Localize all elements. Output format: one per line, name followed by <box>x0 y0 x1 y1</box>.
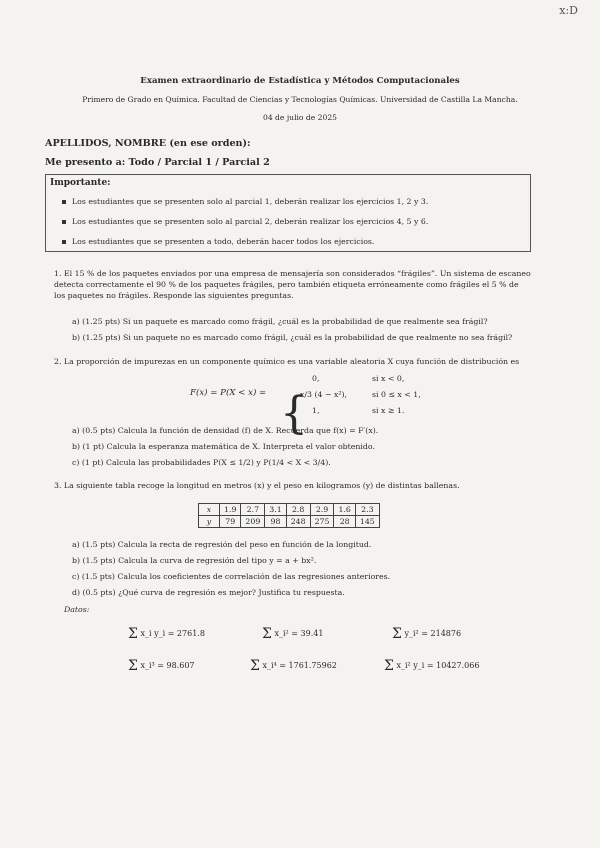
important-item: Los estudiantes que se presenten a todo, deberán hacer todos los ejercicios. <box>62 237 374 246</box>
sigma-icon: Σ <box>262 626 272 642</box>
bullet-icon <box>62 200 66 204</box>
question-3c: c) (1.5 pts) Calcula los coeficientes de correlación de las regresiones anteriores. <box>72 572 391 581</box>
sigma-icon: Σ <box>392 626 402 642</box>
table-cell: 1.6 <box>334 504 355 516</box>
sum-x3: Σ x_i³ = 98.607 <box>128 658 195 674</box>
sigma-icon: Σ <box>250 658 260 674</box>
whale-data-table <box>198 503 380 528</box>
table-cell: 145 <box>355 516 379 528</box>
data-label: Datos: <box>64 605 90 614</box>
question-1a: a) (1.25 pts) Si un paquete es marcado como frágil, ¿cuál es la probabilidad de que realmente sea frágil? <box>72 317 488 326</box>
question-2a: a) (0.5 pts) Calcula la función de densidad (f) de X. Recuerda que f(x) = F′(x). <box>72 426 379 435</box>
question-3a: a) (1.5 pts) Calcula la recta de regresión del peso en función de la longitud. <box>72 540 372 549</box>
table-cell: 2.9 <box>310 504 334 516</box>
important-label: Importante: <box>50 178 111 188</box>
cases-brace: { <box>280 388 308 439</box>
case-value: 0, <box>312 374 320 383</box>
question-2b: b) (1 pt) Calcula la esperanza matemática de X. Interpreta el valor obtenido. <box>72 442 375 451</box>
bullet-icon <box>62 220 66 224</box>
table-cell: 2.7 <box>241 504 265 516</box>
sum-xy: Σ x_i y_i = 2761.8 <box>128 626 205 642</box>
exam-title: Examen extraordinario de Estadística y Métodos Computacionales <box>140 76 460 86</box>
case-condition: si x < 0, <box>372 374 405 383</box>
question-2-text: 2. La proporción de impurezas en un componente químico es una variable aleatoria X cuya función de distribución es <box>54 357 520 366</box>
names-label: APELLIDOS, NOMBRE (en ese orden): <box>45 138 251 149</box>
table-cell: 98 <box>265 516 286 528</box>
table-cell: x <box>199 504 220 516</box>
sigma-icon: Σ <box>384 658 394 674</box>
table-cell: 2.8 <box>286 504 310 516</box>
important-item: Los estudiantes que se presenten solo al parcial 1, deberán realizar los ejercicios 1, 2 y 3. <box>62 197 428 206</box>
sum-x2: Σ x_i² = 39.41 <box>262 626 324 642</box>
distribution-formula: F(x) = P(X < x) = <box>190 388 267 398</box>
corner-mark: x:D <box>559 4 578 17</box>
case-value: x/3 (4 − x²), <box>300 390 347 399</box>
case-condition: si x ≥ 1. <box>372 406 405 415</box>
table-cell: 28 <box>334 516 355 528</box>
table-cell: y <box>199 516 220 528</box>
table-cell: 79 <box>220 516 241 528</box>
table-cell: 248 <box>286 516 310 528</box>
question-1-text: 1. El 15 % de los paquetes enviados por una empresa de mensajería son considerados “frágiles”. Un sistema de escaneo detecta correctamente el 90 % de los paquetes frágiles, pero también etiqueta erróneamente como frágiles el 5 % de los paquetes no frágiles. Responde las siguientes preguntas. <box>54 269 531 300</box>
table-cell: 209 <box>241 516 265 528</box>
question-3-text: 3. La siguiente tabla recoge la longitud en metros (x) y el peso en kilogramos (y) de distintas ballenas. <box>54 481 460 490</box>
case-condition: si 0 ≤ x < 1, <box>372 390 421 399</box>
question-3d: d) (0.5 pts) ¿Qué curva de regresión es mejor? Justifica tu respuesta. <box>72 588 345 597</box>
important-box <box>45 174 531 252</box>
sigma-icon: Σ <box>128 626 138 642</box>
important-item: Los estudiantes que se presenten solo al parcial 2, deberán realizar los ejercicios 4, 5 y 6. <box>62 217 428 226</box>
sum-x4: Σ x_i⁴ = 1761.75962 <box>250 658 337 674</box>
table-row <box>199 504 380 516</box>
attend-label: Me presento a: Todo / Parcial 1 / Parcial 2 <box>45 157 270 168</box>
sum-x2y: Σ x_i² y_i = 10427.066 <box>384 658 480 674</box>
table-cell: 3.1 <box>265 504 286 516</box>
table-row <box>199 516 380 528</box>
sum-y2: Σ y_i² = 214876 <box>392 626 462 642</box>
table-cell: 1.9 <box>220 504 241 516</box>
question-3b: b) (1.5 pts) Calcula la curva de regresión del tipo y = a + bx². <box>72 556 317 565</box>
case-value: 1, <box>312 406 320 415</box>
bullet-icon <box>62 240 66 244</box>
table-cell: 2.3 <box>355 504 379 516</box>
question-1b: b) (1.25 pts) Si un paquete no es marcado como frágil, ¿cuál es la probabilidad de que realmente no sea frágil? <box>72 333 513 342</box>
table-cell: 275 <box>310 516 334 528</box>
exam-subtitle: Primero de Grado en Química. Facultad de Ciencias y Tecnologías Químicas. Universidad de Castilla La Mancha. <box>82 95 518 104</box>
question-2c: c) (1 pt) Calcula las probabilidades P(X ≤ 1/2) y P(1/4 < X < 3/4). <box>72 458 331 467</box>
sigma-icon: Σ <box>128 658 138 674</box>
exam-date: 04 de julio de 2025 <box>262 113 338 122</box>
